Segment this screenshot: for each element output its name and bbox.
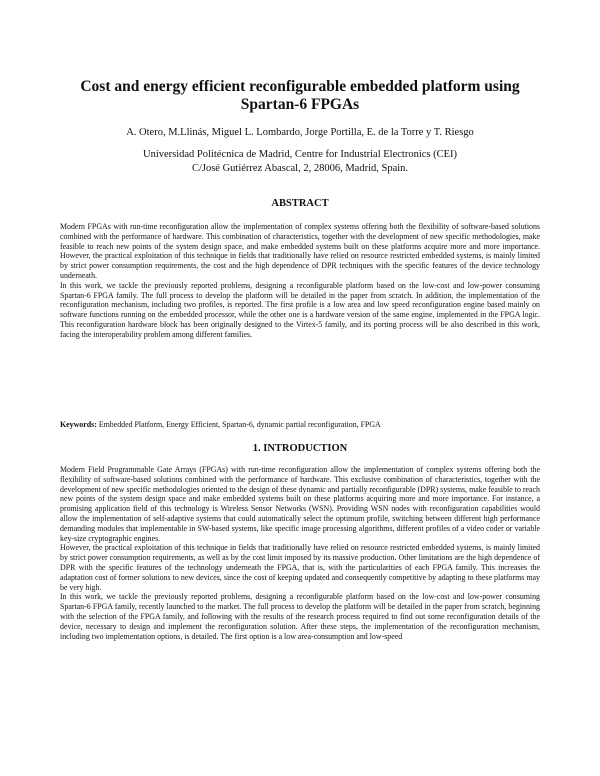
title-line-1: Cost and energy efficient reconfigurable embedded platform using xyxy=(80,78,520,95)
abstract-paragraph: In this work, we tackle the previously reported problems, designing a reconfigurable platform based on the low-cost and low-power consuming Spartan-6 FPGA family. The full process to develop the platform will be detailed in the paper from scratch. In addition, the implementation of the reconfiguration mechanism, including two profiles, is reported. The first profile is a low area and low speed reconfiguration engine based mainly on software functions running on the embedded processor, while the other one is a hardware version of the same engine, implemented in the FPGA logic. This reconfiguration hardware block has been originally designed to the Virtex-5 family, and its porting process will be also described in this work, facing the interoperability problem among different families. xyxy=(60,280,540,339)
title-line-2: Spartan-6 FPGAs xyxy=(240,96,360,113)
abstract-paragraph: Modern FPGAs with run-time reconfiguration allow the implementation of complex systems offering both the flexibility of software-based solutions combined with the performance of hardware. This combination of characteristics, together with the development of new specific methodologies, make feasible to reach new points of the system design space, and make embedded systems built on these platforms acquire more and more importance. However, the practical exploitation of this technique in fields that traditionally have relied on resource restricted embedded systems, is mainly limited by strict power consumption requirements, the cost and the high dependence of DPR techniques with the specific features of the device technology underneath. xyxy=(60,222,540,280)
affiliation-line-2: C/José Gutiérrez Abascal, 2, 28006, Madrid, Spain. xyxy=(191,163,409,174)
abstract-body xyxy=(60,222,540,340)
keywords xyxy=(60,420,540,430)
introduction-paragraph: However, the practical exploitation of this technique in fields that traditionally have relied on resource restricted embedded systems, is mainly limited by strict power consumption requirements, as well as by the cost limit imposed by its massive production. Other limitations are the high dependence of DPR with the specific features of the technology underneath the FPGA, that is, with the particularities of each FPGA family. This increases the adaptation cost of former solutions to new devices, since the cost of keeping updated and consequently competitive by adapting to these platforms may be very high. xyxy=(60,543,540,592)
introduction-heading: 1. INTRODUCTION xyxy=(252,443,348,454)
affiliation xyxy=(40,148,560,176)
affiliation-line-1: Universidad Politécnica de Madrid, Centre for Industrial Electronics (CEI) xyxy=(142,149,458,160)
introduction-paragraph: Modern Field Programmable Gate Arrays (FPGAs) with run-time reconfiguration allow the implementation of complex systems offering both the flexibility of software-based solutions combined with the performance of hardware. This exclusive combination of characteristics, together with the development of new specific methodologies oriented to the design of these dynamic and partially reconfigurable (DPR) systems, make feasible to reach new points of the system design space and make embedded systems built on these platforms acquiring more and more importance. For instance, a promising application field of this technology is Wireless Sensor Networks (WSN). Providing WSN nodes with reconfiguration capabilities would allow the implementation of self-adaptive systems that could automatically select the optimum profile, switching between different high performance demanding modules that implementable in SW-based systems, like specific image processing algorithms, different profiles of a video coder or variable key-size cryptographic engines. xyxy=(60,465,540,543)
author-list: A. Otero, M.Llinás, Miguel L. Lombardo, Jorge Portilla, E. de la Torre y T. Riesgo xyxy=(126,127,474,138)
keywords-label: Keywords: xyxy=(60,420,97,429)
abstract-heading: ABSTRACT xyxy=(271,198,329,209)
introduction-paragraph: In this work, we tackle the previously reported problems, designing a reconfigurable platform based on the low-cost and low-power consuming Spartan-6 FPGA family, recently launched to the market. The full process to develop the platform will be detailed in the paper from scratch, beginning with the selection of the FPGA family, and following with the results of the research process required to find out some reconfiguration details of the device, necessary to design and implement the reconfiguration solution. After these steps, the implementation of the reconfiguration mechanism, including two implementation options, is detailed. The first option is a low area-consumption and low-speed xyxy=(60,592,540,641)
keywords-text: Embedded Platform, Energy Efficient, Spartan-6, dynamic partial reconfiguration, FPGA xyxy=(98,420,381,429)
introduction-body xyxy=(60,465,540,641)
paper-title xyxy=(40,78,560,114)
